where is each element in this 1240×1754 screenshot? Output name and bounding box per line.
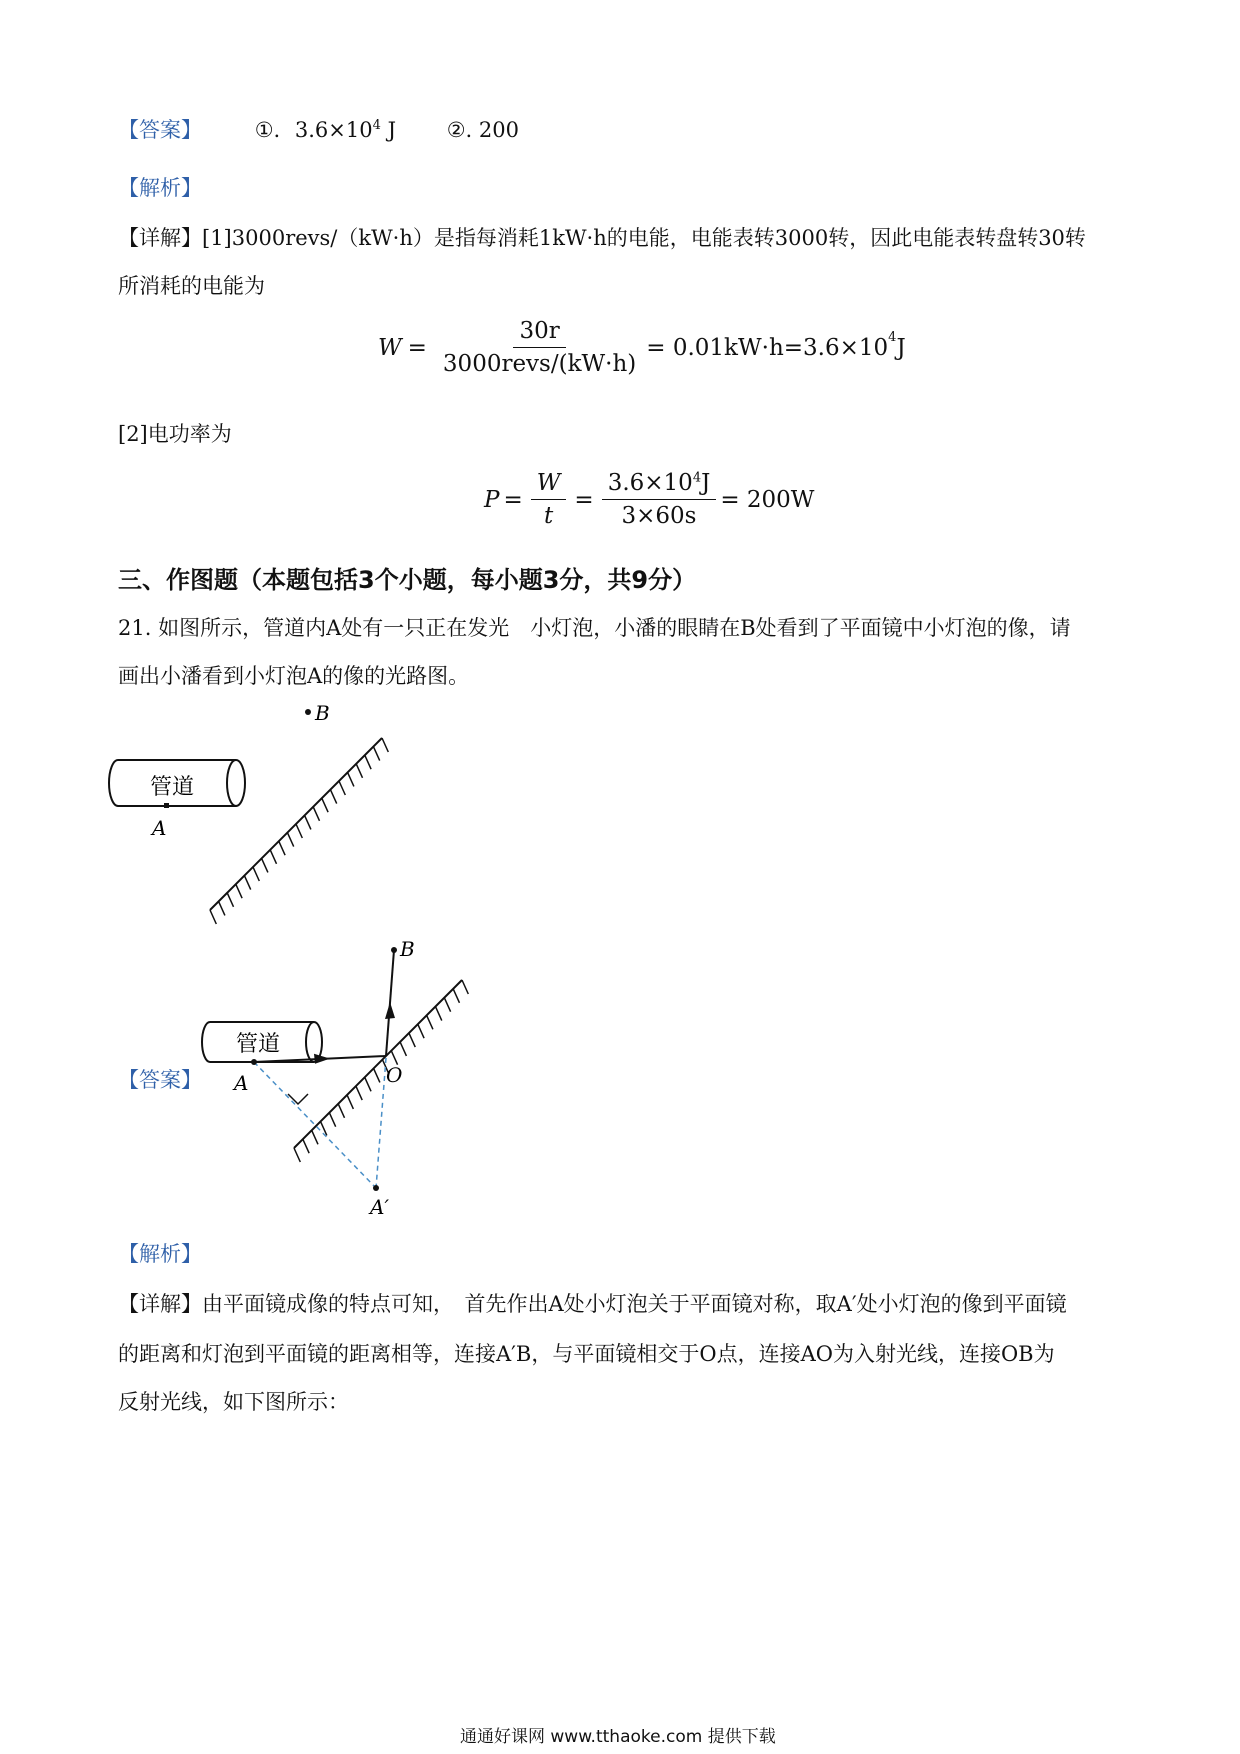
plane-mirror-answer [294,980,468,1162]
detail-3-line-1 [118,1288,1067,1318]
detail-3-line-2: 的距离和灯泡到平面镜的距离相等，连接A′B，与平面镜相交于O点，连接AO为入射光线，连接OB为 [118,1342,1055,1366]
pipe-label: 管道 [150,775,195,800]
mirror-hatch [444,998,450,1012]
eq2-f1-numerator: W [531,470,567,500]
mirror-hatch [329,1113,335,1127]
label-point-o: O [386,1063,403,1087]
answer-item-1-unit: J [387,118,396,142]
analysis-tag-2: 【解析】 [118,1242,202,1266]
detail-text-1: [1]3000revs/（kW·h）是指每消耗1kW·h的电能，电能表转3000转，因此电能表转盘转30转 [202,226,1086,250]
mirror-hatch [374,1068,380,1082]
mirror-hatch [365,1077,371,1091]
label-point-a-answer: A [234,1071,249,1095]
eq2-lhs: P [484,486,500,513]
mirror-hatch [462,980,468,994]
mirror-hatch [435,1007,441,1021]
eq1-denominator: 3000revs/(kW·h) [442,351,637,377]
mirror-hatch [312,1130,318,1144]
eq1-lhs: W [378,334,402,361]
page-footer: 通通好课网 www.tthaoke.com 提供下载 [460,1727,776,1747]
point-b-dot [305,709,311,715]
mirror-hatch [382,738,388,752]
eq2-fraction-1 [531,470,567,529]
answer-line-1 [118,114,519,144]
answer-tag-2: 【答案】 [118,1068,202,1092]
mirror-hatch [227,893,233,907]
mirror-hatch [253,867,259,881]
detail-3-text-1: 由平面镜成像的特点可知， 首先作出A处小灯泡关于平面镜对称，取A′处小灯泡的像到平面镜 [202,1292,1067,1316]
answer-item-1-exp: 4 [372,118,381,133]
mirror-hatch [296,824,302,838]
mirror-hatch [356,764,362,778]
detail-line-1 [118,222,1086,252]
eq2-rhs: = 200W [720,486,815,513]
label-point-a-prime: A′ [370,1195,389,1219]
mirror-hatch [236,884,242,898]
mirror-hatch [356,1086,362,1100]
eq2-f1-denominator: t [543,503,554,529]
question-21-line-2: 画出小潘看到小灯泡A的像的光路图。 [118,664,470,688]
detail-tag: 【详解】 [118,226,202,250]
mirror-hatch [322,798,328,812]
detail-3-tag: 【详解】 [118,1292,202,1316]
mirror-hatch [330,790,336,804]
point-a-prime-dot [373,1185,379,1191]
mirror-hatch [210,910,216,924]
equation-power: P = $\frac{W}{t}$ = $\frac{3.6\times 10^4J}{3\times 60s}$ = 200W [484,470,815,529]
detail-line-3: [2]电功率为 [118,422,232,446]
eq2-f2-denominator: 3×60s [621,503,697,529]
mirror-hatch [373,747,379,761]
right-angle-mark [288,1094,308,1104]
mirror-hatch [338,1104,344,1118]
mirror-hatch [270,850,276,864]
eq2-f2-numerator [602,470,717,500]
mirror-hatch [219,901,225,915]
answer-item-1-mark: ①. [254,118,281,142]
answer-item-2-value: 200 [478,118,519,142]
eq2-f2-num-unit: J [701,470,711,496]
mirror-hatch [244,876,250,890]
point-a-dot-answer [251,1059,257,1065]
eq1-rhs-exp: 4 [888,330,897,345]
mirror-hatch [279,841,285,855]
mirror-hatch [400,1042,406,1056]
analysis-tag-1: 【解析】 [118,176,202,200]
mirror-hatch [427,1015,433,1029]
reflected-ray [385,950,395,1056]
mirror-hatch [453,989,459,1003]
figure-question-21 [100,700,420,930]
label-point-a: A [152,816,167,840]
mirror-hatch [262,858,268,872]
answer-tag: 【答案】 [118,118,202,142]
label-point-b-answer: B [400,937,415,961]
eq1-rhs: = 0.01kW·h=3.6×10 [646,334,889,361]
mirror-hatch [365,755,371,769]
detail-3-line-3: 反射光线，如下图所示： [118,1390,349,1414]
equation-energy: W = $\frac{30r}{\text{3000revs/(kW·h)}}$ = 0.01kW·h=3.6×10 $^4$ J [378,318,906,377]
mirror-hatch [313,807,319,821]
mirror-hatch [418,1024,424,1038]
mirror-hatch [347,1095,353,1109]
mirror-hatch [348,772,354,786]
pipe-label-answer: 管道 [236,1032,281,1057]
mirror-hatch [305,815,311,829]
eq1-fraction [437,318,642,377]
figure-answer-21 [190,930,490,1220]
mirror-hatch [303,1139,309,1153]
question-21-line-1: 21. 如图所示，管道内A处有一只正在发光 小灯泡，小潘的眼睛在B处看到了平面镜中小灯泡的像，请 [118,616,1071,640]
detail-line-2: 所消耗的电能为 [118,274,265,298]
answer-item-2-mark: ②. [446,118,473,142]
eq2-f2-num-value: 3.6×10 [607,470,693,496]
eq1-numerator: 30r [513,318,565,348]
section-3-title: 三、作图题（本题包括3个小题，每小题3分，共9分） [118,566,697,594]
eq2-f2-num-exp: 4 [692,470,702,486]
answer-item-1-value: 3.6×10 [294,118,373,142]
mirror-hatch [294,1148,300,1162]
point-b-dot-answer [391,947,397,953]
mirror-hatch [287,833,293,847]
eq2-fraction-2 [602,470,717,529]
mirror-hatch [409,1033,415,1047]
point-a-dot [164,803,169,808]
label-point-b: B [315,701,330,725]
mirror-hatch [339,781,345,795]
eq1-rhs-unit: J [896,334,906,361]
